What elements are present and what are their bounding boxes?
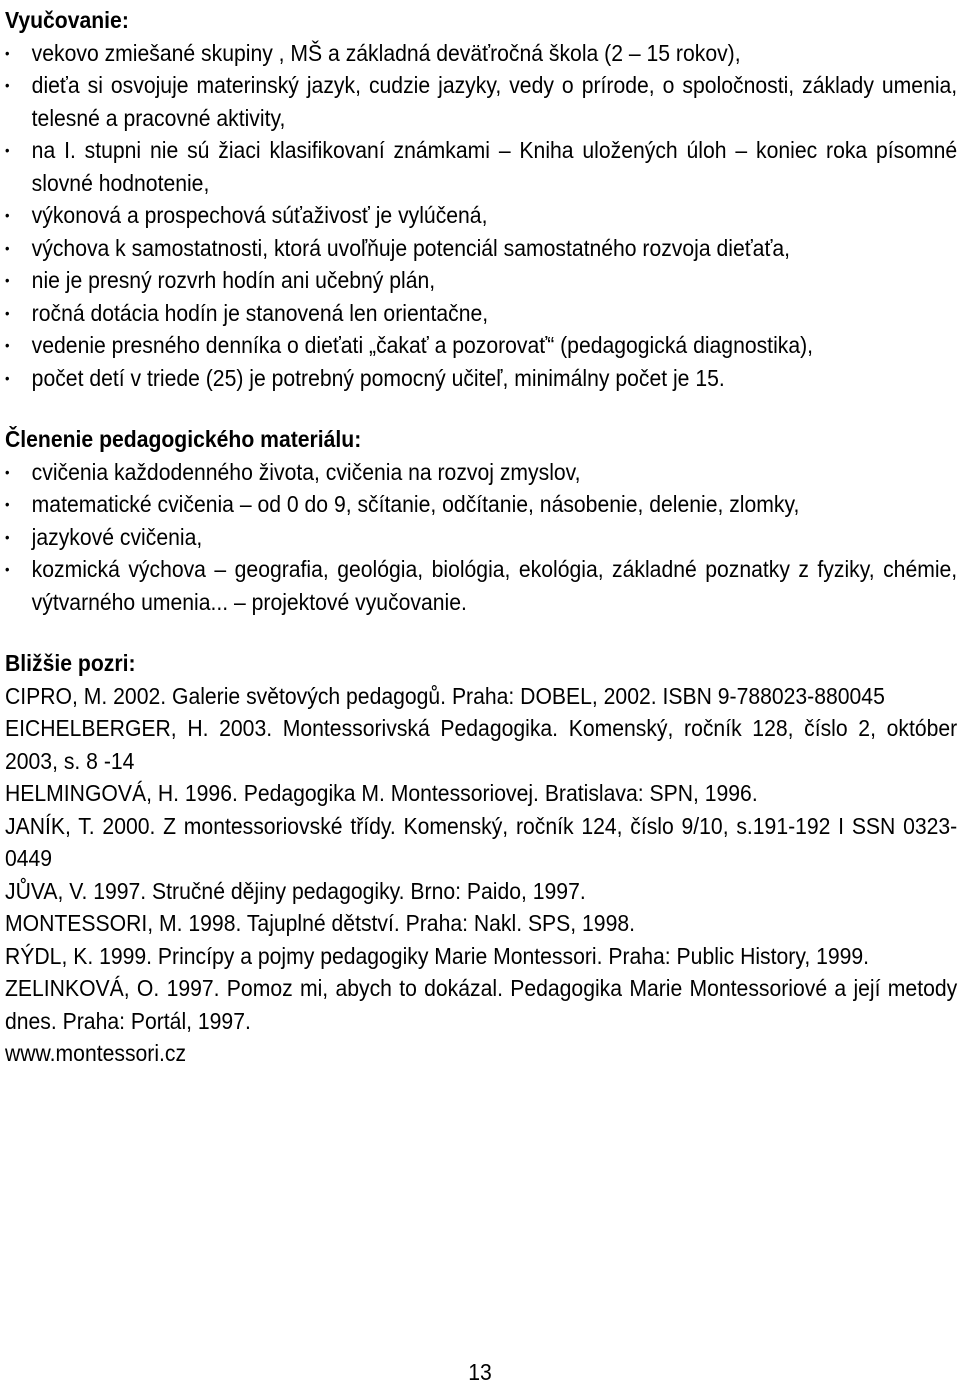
reference-item: EICHELBERGER, H. 2003. Montessorivská Pedagogika. Komenský, ročník 128, číslo 2, október 2003, s. 8 -14	[5, 715, 958, 774]
page-content	[5, 4, 957, 1070]
page-number: 13	[468, 1359, 492, 1385]
reference-link[interactable]: www.montessori.cz	[5, 1040, 187, 1066]
list-item: • vedenie presného denníka o dieťati „čakať a pozorovať“ (pedagogická diagnostika),	[5, 329, 957, 362]
list-item: • počet detí v triede (25) je potrebný pomocný učiteľ, minimálny počet je 15.	[5, 362, 957, 395]
section-heading-vyucovanie: Vyučovanie:	[5, 7, 129, 33]
reference-item: JANÍK, T. 2000. Z montessoriovské třídy. Komenský, ročník 124, číslo 9/10, s.191-192 I SSN 0323-0449	[5, 812, 958, 871]
list-item: • cvičenia každodenného života, cvičenia na rozvoj zmyslov,	[5, 456, 957, 489]
vyucovanie-list	[5, 37, 957, 395]
list-item: • vekovo zmiešané skupiny , MŠ a základná deväťročná škola (2 – 15 rokov),	[5, 37, 957, 70]
reference-item: RÝDL, K. 1999. Princípy a pojmy pedagogiky Marie Montessori. Praha: Public History, 1999.	[5, 942, 870, 969]
list-item: • kozmická výchova – geografia, geológia, biológia, ekológia, základné poznatky z fyziky, chémie, výtvarného umenia... – projektové vyučovanie.	[5, 553, 957, 618]
reference-item: CIPRO, M. 2002. Galerie světových pedagogů. Praha: DOBEL, 2002. ISBN 9-788023-880045	[5, 682, 885, 709]
list-item: • jazykové cvičenia,	[5, 521, 957, 554]
reference-item: HELMINGOVÁ, H. 1996. Pedagogika M. Montessoriovej. Bratislava: SPN, 1996.	[5, 780, 758, 806]
list-item: • ročná dotácia hodín je stanovená len orientačne,	[5, 297, 957, 330]
references-list	[5, 680, 957, 1070]
reference-item: ZELINKOVÁ, O. 1997. Pomoz mi, abych to dokázal. Pedagogika Marie Montessoriové a její metody dnes. Praha: Portál, 1997.	[5, 975, 958, 1034]
clenenie-list	[5, 456, 957, 619]
list-item: • výkonová a prospechová súťaživosť je vylúčená,	[5, 199, 957, 232]
list-item: • matematické cvičenia – od 0 do 9, sčítanie, odčítanie, násobenie, delenie, zlomky,	[5, 488, 957, 521]
list-item: • na I. stupni nie sú žiaci klasifikovaní známkami – Kniha uložených úloh – koniec roka písomné slovné hodnotenie,	[5, 134, 957, 199]
reference-item: JŮVA, V. 1997. Stručné dějiny pedagogiky. Brno: Paido, 1997.	[5, 877, 586, 904]
section-heading-blizsie-pozri: Bližšie pozri:	[5, 650, 136, 676]
section-heading-clenenie: Členenie pedagogického materiálu:	[5, 426, 362, 452]
list-item: • nie je presný rozvrh hodín ani učebný plán,	[5, 264, 957, 297]
list-item: • výchova k samostatnosti, ktorá uvoľňuje potenciál samostatného rozvoja dieťaťa,	[5, 232, 957, 265]
list-item: • dieťa si osvojuje materinský jazyk, cudzie jazyky, vedy o prírode, o spoločnosti, základy umenia, telesné a pracovné aktivity,	[5, 69, 957, 134]
reference-item: MONTESSORI, M. 1998. Tajuplné dětství. Praha: Nakl. SPS, 1998.	[5, 910, 635, 936]
